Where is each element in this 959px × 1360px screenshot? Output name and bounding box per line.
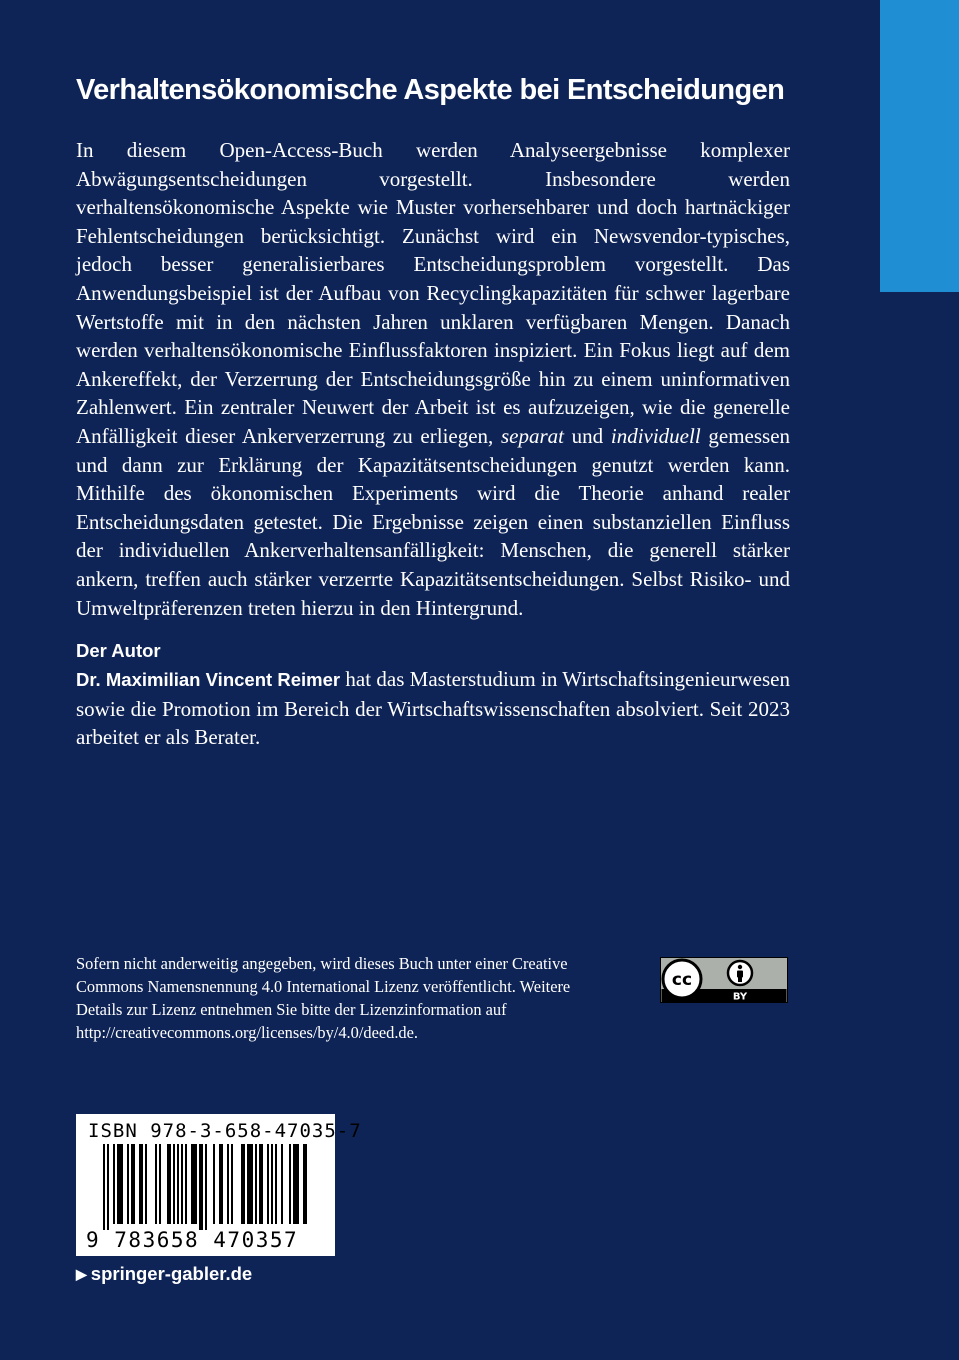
barcode-bar [303, 1144, 307, 1224]
barcode-bar [205, 1144, 207, 1230]
book-title: Verhaltensökonomische Aspekte bei Entscheidungen [76, 74, 785, 106]
description-text: In diesem Open-Access-Buch werden Analyseergebnisse komplexer Abwägungsentscheidungen vorgestellt. Insbesondere werden verhaltensökonomische Aspekte wie Muster vorhersehbarer und doch hartnäckiger Fehlentscheidungen berücksichtigt. Zunächst wird ein Newsvendor-typisches, jedoch besser generalisierbares Entscheidungsproblem vorgestellt. Das Anwendungsbeispiel ist der Aufbau von Recyclingkapazitäten für schwer lagerbare Wertstoffe mit in den nächsten Jahren unklaren verfügbaren Mengen. Danach werden verhaltensökonomische Einflussfaktoren inspiziert. Ein Fokus liegt auf dem Ankereffekt, der Verzerrung der Entscheidungsgröße hin zu einem uninformativen Zahlenwert. Ein zentraler Neuwert der Arbeit ist es aufzuzeigen, wie die generelle Anfälligkeit dieser Ankerverzerrung zu erliegen, [76, 138, 790, 448]
arrow-right-icon: ▶ [76, 1266, 87, 1282]
book-description [76, 136, 790, 622]
barcode-bar [231, 1144, 233, 1224]
author-heading: Der Autor [76, 640, 161, 661]
barcode-bar [259, 1144, 263, 1224]
cc-badge-label: cc [671, 970, 693, 990]
barcode-bar [213, 1144, 215, 1224]
barcode-bar [139, 1144, 143, 1224]
barcode-bar [107, 1144, 109, 1230]
barcode-bar [155, 1144, 157, 1224]
barcode-bar [145, 1144, 147, 1224]
barcode-bar [219, 1144, 223, 1224]
barcode-bar [167, 1144, 171, 1224]
barcode-bar [185, 1144, 187, 1224]
barcode-bar [289, 1144, 291, 1224]
barcode-bar [127, 1144, 129, 1224]
description-text-continued: gemessen und dann zur Erklärung der Kapazitätsentscheidungen genutzt werden kann. Mithilfe des ökonomischen Experiments wird die Theorie anhand realer Entscheidungsdaten getestet. Die Ergebnisse zeigen einen substanziellen Einfluss der individuellen Ankerverhaltensanfälligkeit: Menschen, die generell stärker ankern, treffen auch stärker verzerrte Kapazitätsentscheidungen. Selbst Risiko- und Umweltpräferenzen treten hierzu in den Hintergrund. [76, 423, 791, 620]
barcode-bar [199, 1144, 203, 1230]
isbn-label: ISBN 978-3-658-47035-7 [88, 1120, 362, 1142]
barcode-bar [173, 1144, 175, 1224]
barcode-bar [181, 1144, 183, 1224]
barcode-bar [293, 1144, 299, 1224]
barcode-bar [281, 1144, 283, 1224]
barcode-bars [103, 1144, 307, 1230]
barcode-bar [267, 1144, 269, 1224]
barcode-bar [255, 1144, 257, 1224]
publisher-url: springer-gabler.de [90, 1263, 253, 1284]
barcode-bar [177, 1144, 179, 1224]
license-text: Sofern nicht anderweitig angegeben, wird dieses Buch unter einer Creative Commons Namensnennung 4.0 International Lizenz veröffentlicht. Weitere Details zur Lizenz entnehmen Sie bitte der Lizenzinformation auf http://creativecommons.org/licenses/by/4.0/deed.de. [76, 954, 571, 1042]
description-emphasis-separat: separat [500, 423, 564, 448]
isbn-digits: 9 783658 470357 [86, 1228, 299, 1252]
accent-tab [880, 0, 959, 292]
publisher-link[interactable] [76, 1261, 252, 1287]
author-bio-text: hat das Masterstudium in Wirtschaftsingenieurwesen sowie die Promotion im Bereich der Wirtschaftswissenschaften absolviert. Seit 2023 arbeitet er als Berater. [76, 667, 790, 750]
author-bio [76, 665, 790, 752]
barcode-bar [103, 1144, 105, 1230]
barcode-bar [247, 1144, 253, 1224]
by-badge-label: BY [732, 991, 748, 1003]
barcode-bar [159, 1144, 161, 1224]
barcode-bar [271, 1144, 273, 1224]
description-emphasis-individuell: individuell [610, 423, 701, 448]
barcode-bar [131, 1144, 135, 1224]
barcode-bar [113, 1144, 115, 1224]
description-text-and: und [571, 423, 604, 448]
author-name: Dr. Maximilian Vincent Reimer [76, 669, 341, 690]
barcode-bar [241, 1144, 245, 1224]
cc-by-icon[interactable] [660, 957, 788, 1003]
barcode-bar [191, 1144, 197, 1224]
barcode-bar [117, 1144, 123, 1224]
isbn-barcode [76, 1114, 362, 1256]
barcode-bar [275, 1144, 277, 1224]
barcode-bar [227, 1144, 229, 1224]
